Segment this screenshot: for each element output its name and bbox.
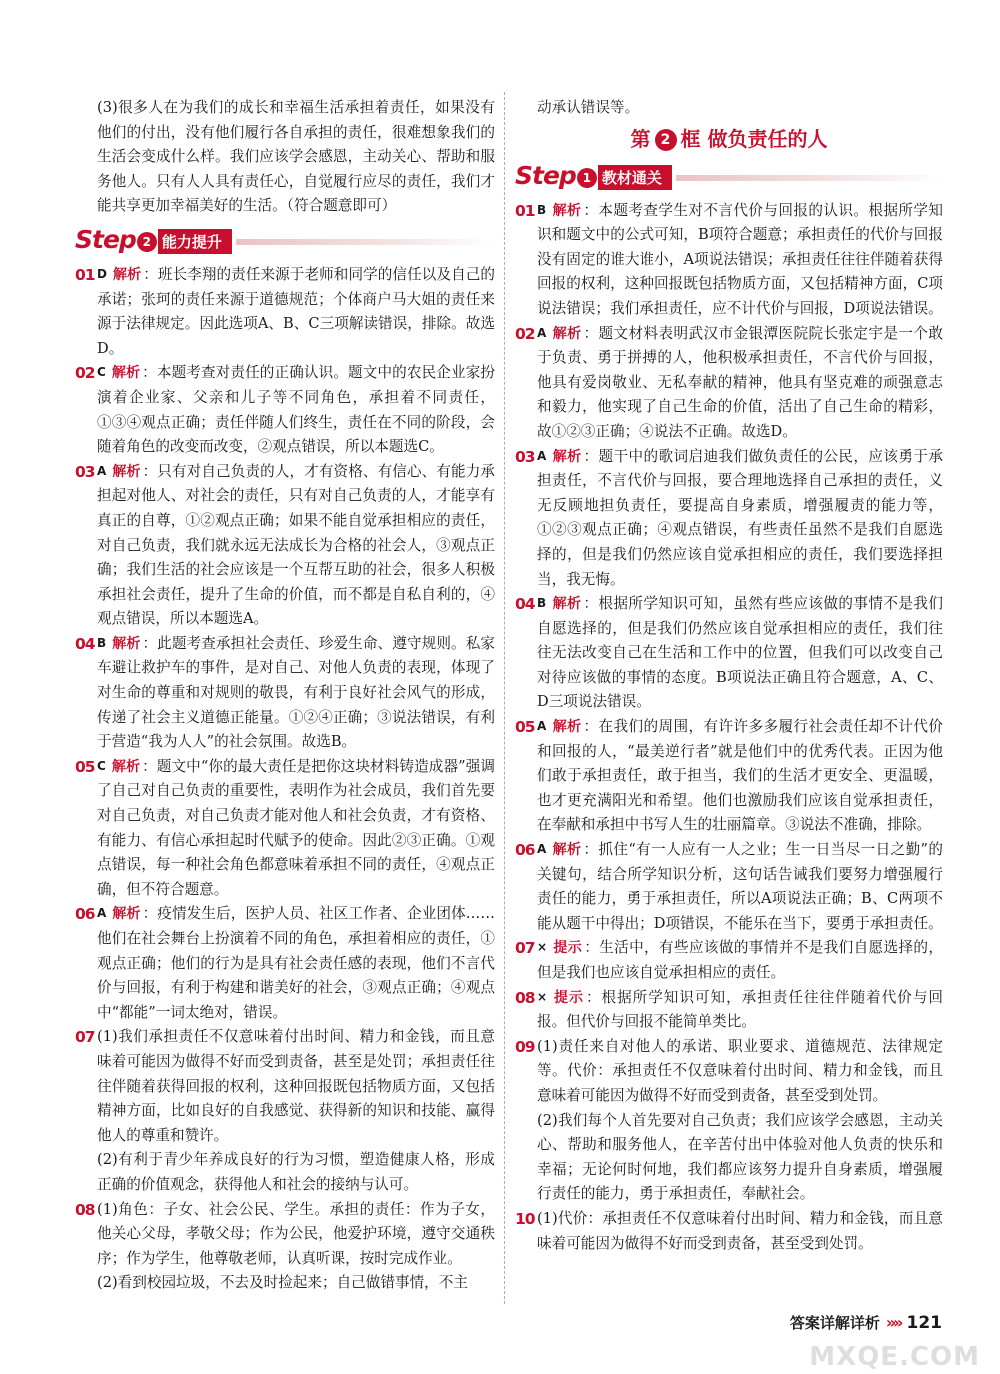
analysis-text: ：抓住“有一人应有一人之业；生一日当尽一日之勤”的关键句，结合所学知识分析，这句话告诫我们要努力增强履行责任的能力，勇于承担责任，所以A项说法正确；B、C两项不能从题干中得出；D项错误，不能乐在当下，要勇于承担责任。 <box>537 841 943 932</box>
analysis-text: ：题文中“你的最大责任是把你这块材料铸造成器”强调了自己对自己负责的重要性，表明作为社会成员，我们首先要对自己负责，对自己负责才能对他人和社会负责，才有资格、有能力、有信心承担起时代赋予的使命。因此②③正确。①观点错误，每一种社会角色都意味着承担不同的责任，④观点正确，但不符合题意。 <box>97 757 495 898</box>
analysis-tag: 解析 <box>552 842 582 859</box>
right-column <box>515 96 943 1256</box>
question-number: 06 <box>515 841 535 860</box>
analysis-tag: 解析 <box>552 596 582 613</box>
section-title-prefix: 第 <box>630 126 651 151</box>
section-title-text: 框 做负责任的人 <box>680 126 828 151</box>
question-number: 07 <box>75 1028 95 1047</box>
answer-letter: A <box>537 719 547 734</box>
analysis-text: ：本题考查对责任的正确认识。题文中的农民企业家扮演着企业家、父亲和儿子等不同角色，承担着不同责任，①③④观点正确；责任伴随人们终生，责任在不同的阶段，会随着角色的改变而改变，②观点错误，所以本题选C。 <box>97 364 495 456</box>
analysis-text: ：题干中的歌词启迪我们做负责任的公民，应该勇于承担责任，不言代价与回报，要合理地选择自己承担的责任，义无反顾地担负责任，要提高自身素质，增强履责的能力等，①②③观点正确；④观点错误，有些责任虽然不是我们自愿选择的，但是我们仍然应该自觉承担相应的责任，我们要选择担当，我无悔。 <box>537 447 944 588</box>
answer-item <box>75 632 495 755</box>
question-number: 05 <box>515 718 535 737</box>
analysis-text: ：在我们的周围，有许许多多履行社会责任却不计代价和回报的人，“最美逆行者”就是他们中的优秀代表。正因为他们敢于承担责任，敢于担当，我们的生活才更安全、更温暖，也才更充满阳光和希望。他们也激励我们应该自觉承担责任，在奉献和承担中书写人生的壮丽篇章。③说法不准确，排除。 <box>537 718 944 834</box>
analysis-tag: 解析 <box>112 906 141 923</box>
step-word: Step <box>75 225 136 255</box>
question-number: 04 <box>75 634 95 653</box>
analysis-tag: 解析 <box>112 463 141 480</box>
analysis-tag: 解析 <box>552 325 582 342</box>
answer-letter: B <box>537 596 547 611</box>
answer-item <box>515 322 943 445</box>
analysis-tag: 解析 <box>112 266 142 283</box>
answer-mark: × <box>537 940 548 955</box>
analysis-text: ：本题考查学生对不言代价与回报的认识。根据所学知识和题文中的公式可知，B项符合题意；承担责任的代价与回报没有固定的谁大谁小，A项说法错误；承担责任往往伴随着获得回报的权利，这种回报既包括物质方面，又包括精神方面，C项说法错误；我们承担责任，应不计代价与回报，D项说法错误。 <box>537 201 944 317</box>
answer-part-2: (2)我们每个人首先要对自己负责；我们应该学会感恩，主动关心、帮助和服务他人，在辛苦付出中体验对他人负责的快乐和幸福；无论何时何地，我们都应该努力提升自身素质，增强履行责任的能力，勇于承担责任，奉献社会。 <box>537 1111 943 1203</box>
answer-item <box>515 445 943 593</box>
step-title: 能力提升 <box>158 229 232 254</box>
hint-text: ：生活中，有些应该做的事情并不是我们自愿选择的，但是我们也应该自觉承担相应的责任。 <box>537 939 943 981</box>
answer-item <box>75 902 495 1025</box>
answer-part-1: (1)我们承担责任不仅意味着付出时间、精力和金钱，而且意味着可能因为做得不好而受到责备，甚至是处罚；承担责任往往伴随着获得回报的权利，这种回报既包括物质方面，又包括精神方面，比如良好的自我感觉、获得新的知识和技能、赢得他人的尊重和赞许。 <box>97 1028 495 1144</box>
question-number: 02 <box>75 364 95 383</box>
answer-part-1: (1)角色：子女、社会公民、学生。承担的责任：作为子女，他关心父母，孝敬父母；作为公民，他爱护环境，遵守交通秩序；作为学生，他尊敬老师，认真听课，按时完成作业。 <box>97 1200 495 1267</box>
analysis-tag: 解析 <box>552 448 582 465</box>
answer-letter: A <box>537 842 547 857</box>
question-number: 08 <box>515 988 535 1007</box>
answer-item <box>515 592 943 715</box>
analysis-text: ：此题考查承担社会责任、珍爱生命、遵守规则。私家车避让救护车的事件，是对自己、对他人负责的表现，体现了对生命的尊重和对规则的敬畏，有利于良好社会风气的形成，传递了社会主义道德正能量。①②④正确；③说法错误，有利于营造“我为人人”的社会氛围。故选B。 <box>97 634 496 751</box>
question-number: 08 <box>75 1200 95 1219</box>
answer-item <box>515 838 943 936</box>
answer-letter: C <box>97 365 106 380</box>
analysis-text: ：只有对自己负责的人，才有资格、有信心、有能力承担起对他人、对社会的责任，只有对自己负责的人，才能享有真正的自尊，①②观点正确；如果不能自觉承担相应的责任，对自己负责，我们就永远无法成长为合格的社会人，③观点正确；我们生活的社会应该是一个互帮互助的社会，很多人积极承担社会责任，提升了生命的价值，而不都是自私自利的，④观点错误，所以本题选A。 <box>97 462 495 628</box>
analysis-tag: 解析 <box>552 202 582 219</box>
question-number: 03 <box>75 462 95 481</box>
answer-letter: A <box>97 906 107 921</box>
answer-item <box>515 715 943 838</box>
answer-item <box>75 263 495 361</box>
answer-letter: A <box>537 325 547 340</box>
answer-part-2: (2)有利于青少年养成良好的行为习惯，塑造健康人格，形成正确的价值观念，获得他人和社会的接纳与认可。 <box>97 1151 495 1193</box>
answer-item-08 <box>75 1198 495 1296</box>
answer-item <box>75 361 495 459</box>
answer-item-07 <box>75 1025 495 1197</box>
hint-text: ：根据所学知识可知，承担责任往往伴随着代价与回报。但代价与回报不能简单类比。 <box>537 988 943 1031</box>
step-trail-decoration <box>236 239 495 245</box>
watermark-text: MXQE.COM <box>809 1342 980 1372</box>
analysis-tag: 解析 <box>112 635 141 652</box>
answer-item-10 <box>515 1207 943 1256</box>
footer-label: 答案详解详析 <box>789 1314 880 1332</box>
analysis-text: ：疫情发生后，医护人员、社区工作者、企业团体……他们在社会舞台上扮演着不同的角色，承担着相应的责任，①观点正确；他们的行为是具有社会责任感的表现，他们不言代价与回报，有利于构建和谐美好的社会，③观点正确；④观点中“都能”一词太绝对，错误。 <box>97 905 495 1021</box>
question-number: 09 <box>515 1037 535 1056</box>
analysis-tag: 解析 <box>111 758 141 775</box>
step-trail-decoration <box>676 175 943 181</box>
answer-item-09 <box>515 1035 943 1207</box>
answer-letter: A <box>97 463 107 478</box>
analysis-tag: 解析 <box>552 719 582 736</box>
intro-paragraph: (3)很多人在为我们的成长和幸福生活承担着责任，如果没有他们的付出，没有他们履行各自承担的责任，很难想象我们的生活会变成什么样。我们应该学会感恩，主动关心、帮助和服务他人。只有人人具有责任心，自觉履行应尽的责任，我们才能共享更加幸福美好的生活。（符合题意即可） <box>97 99 495 215</box>
step-header-ability <box>75 223 495 257</box>
left-column <box>75 96 495 1296</box>
answer-letter: B <box>97 635 107 650</box>
answer-letter: C <box>97 758 106 773</box>
answer-part-1: (1)代价：承担责任不仅意味着付出时间、精力和金钱，而且意味着可能因为做得不好而受到责备，甚至受到处罚。 <box>537 1209 943 1252</box>
analysis-tag: 解析 <box>111 365 141 382</box>
answer-item <box>515 986 943 1035</box>
answer-item <box>515 199 943 322</box>
answer-part-2: (2)看到校园垃圾，不去及时捡起来；自己做错事情，不主 <box>97 1274 468 1292</box>
step-badge: 2 <box>137 232 157 252</box>
question-number: 07 <box>515 939 535 958</box>
answer-part-1: (1)责任来自对他人的承诺、职业要求、道德规范、法律规定等。代价：承担责任不仅意味着付出时间、精力和金钱，而且意味着可能因为做得不好而受到责备，甚至受到处罚。 <box>537 1037 943 1104</box>
chevron-right-icon: »» <box>885 1313 901 1332</box>
step-word: Step <box>515 161 576 191</box>
question-number: 10 <box>515 1209 535 1228</box>
answer-letter: D <box>97 266 107 281</box>
hint-tag: 提示 <box>553 989 584 1006</box>
answer-letter: B <box>537 202 547 217</box>
page-footer <box>790 1312 942 1333</box>
section-number-badge: 2 <box>655 129 677 151</box>
answer-mark: × <box>537 989 548 1004</box>
question-number: 04 <box>515 595 535 614</box>
question-number: 05 <box>75 757 95 776</box>
answer-item <box>515 936 943 985</box>
analysis-text: ：根据所学知识可知，虽然有些应该做的事情不是我们自愿选择的，但是我们仍然应该自觉承担相应的责任，我们往往无法改变自己在生活和工作中的位置，但我们可以改变自己对待应该做的事情的态度。B项说法正确且符合题意，A、C、D三项说法错误。 <box>537 595 944 711</box>
question-number: 01 <box>515 201 535 220</box>
analysis-text: ：班长李翔的责任来源于老师和同学的信任以及自己的承诺；张珂的责任来源于道德规范；个体商户马大姐的责任来源于法律规定。因此选项A、B、C三项解读错误，排除。故选D。 <box>97 265 496 357</box>
question-number: 01 <box>75 265 95 284</box>
continued-text: 动承认错误等。 <box>537 99 640 116</box>
analysis-text: ：题文材料表明武汉市金银潭医院院长张定宇是一个敢于负责、勇于拼搏的人，他积极承担责任，不言代价与回报，他具有爱岗敬业、无私奉献的精神，他具有坚克难的顽强意志和毅力，他实现了自己生命的价值，活出了自己生命的精彩，故①②③正确；④说法不正确。故选D。 <box>537 324 944 440</box>
section-title <box>515 123 943 155</box>
page-number: 121 <box>906 1312 942 1333</box>
answer-letter: A <box>537 448 547 463</box>
column-divider <box>504 92 505 1304</box>
step-header-textbook <box>515 159 943 193</box>
answer-item <box>75 460 495 632</box>
question-number: 02 <box>515 324 535 343</box>
hint-tag: 提示 <box>553 940 583 957</box>
question-number: 06 <box>75 905 95 924</box>
step-title: 教材通关 <box>598 165 672 190</box>
question-number: 03 <box>515 447 535 466</box>
answer-item <box>75 755 495 903</box>
step-badge: 1 <box>577 168 597 188</box>
